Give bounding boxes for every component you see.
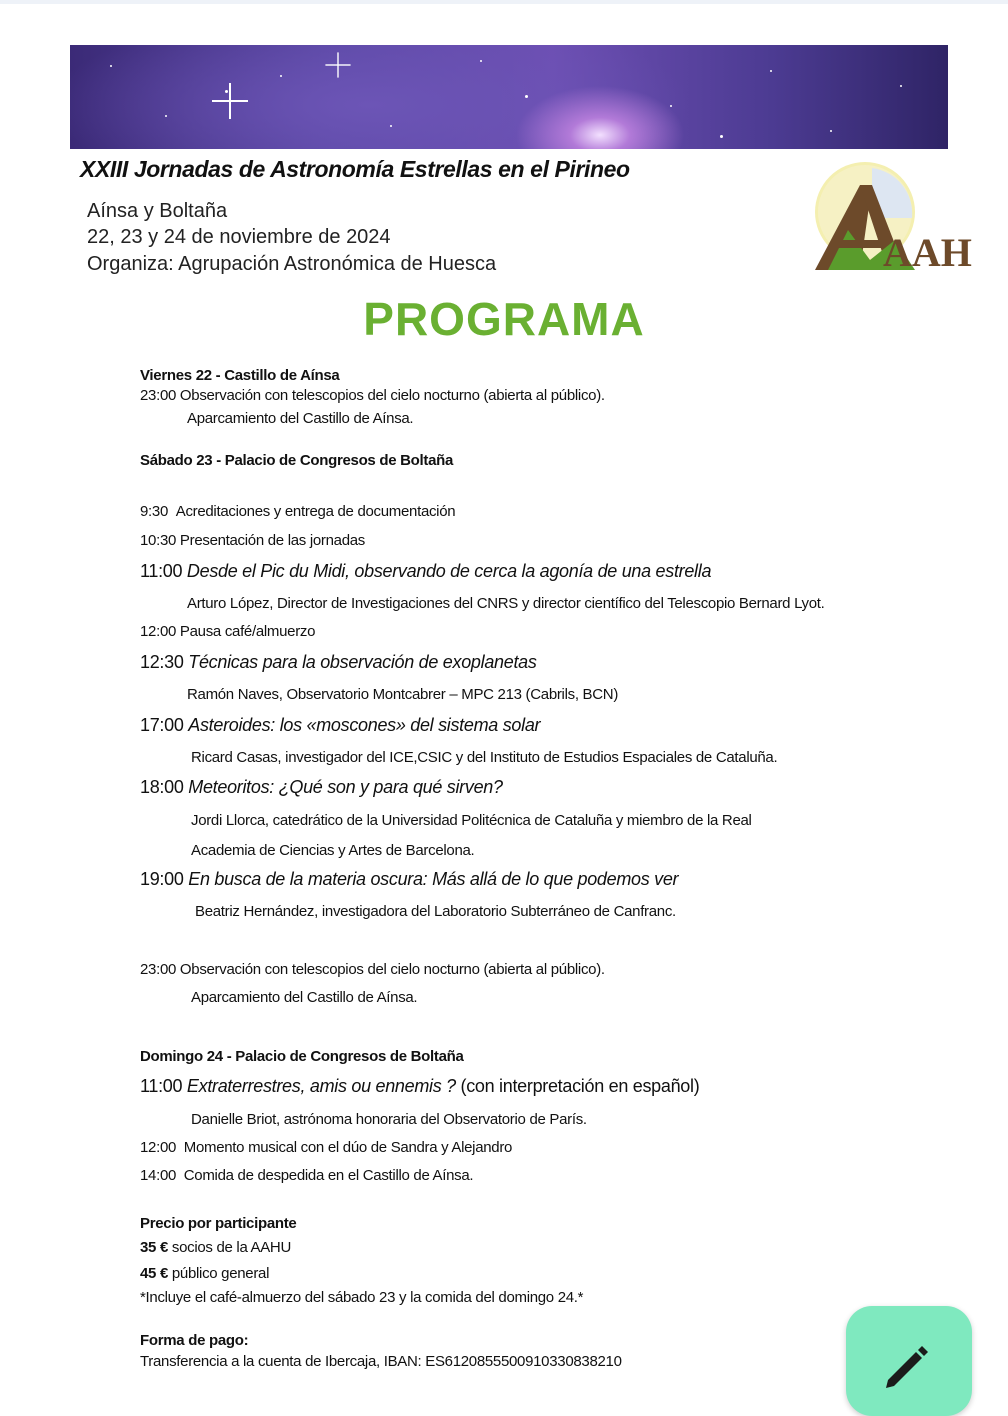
talk-title: Meteoritos: ¿Qué son y para qué sirven?	[188, 777, 503, 797]
talk-time: 11:00	[140, 1076, 183, 1096]
schedule-item: 12:00 Momento musical con el dúo de Sandra y Alejandro	[140, 1139, 513, 1156]
price-label: público general	[171, 1265, 270, 1282]
talk-time: 12:30	[140, 652, 184, 672]
edit-fab-button[interactable]	[846, 1306, 972, 1416]
item-time: 12:00	[140, 623, 177, 640]
pencil-icon	[876, 1334, 936, 1394]
payment-heading: Forma de pago:	[140, 1332, 249, 1349]
item-time: 10:30	[140, 532, 177, 549]
sunday-heading: Domingo 24 - Palacio de Congresos de Boltaña	[140, 1048, 464, 1065]
event-organizer: Organiza: Agrupación Astronómica de Huesca	[87, 253, 497, 275]
schedule-item	[140, 623, 315, 640]
talk-row	[140, 1076, 699, 1097]
bright-star-icon	[212, 83, 248, 119]
talk-title: Extraterrestres, amis ou ennemis ?	[186, 1076, 456, 1096]
top-divider	[0, 0, 1008, 4]
talk-speaker-cont: Academia de Ciencias y Artes de Barcelona.	[191, 842, 475, 859]
talk-speaker: Danielle Briot, astrónoma honoraria del Observatorio de París.	[191, 1111, 587, 1128]
talk-title: Asteroides: los «moscones» del sistema solar	[188, 715, 541, 735]
friday-heading: Viernes 22 - Castillo de Aínsa	[140, 367, 340, 384]
talk-time: 17:00	[140, 715, 184, 735]
friday-parking: Aparcamiento del Castillo de Aínsa.	[187, 410, 414, 427]
talk-note: (con interpretación en español)	[460, 1076, 700, 1096]
logo-text: AAH	[883, 230, 972, 275]
talk-speaker: Arturo López, Director de Investigaciones del CNRS y director científico del Telescopio Bernard Lyot.	[187, 595, 825, 612]
schedule-item	[140, 503, 455, 520]
talk-speaker: Beatriz Hernández, investigadora del Laboratorio Subterráneo de Canfranc.	[195, 903, 676, 920]
price-label: socios de la AAHU	[171, 1239, 292, 1256]
saturday-heading: Sábado 23 - Palacio de Congresos de Boltaña	[140, 452, 454, 469]
price-amount: 45 €	[140, 1265, 168, 1282]
talk-row	[140, 715, 540, 736]
galaxy-banner	[70, 45, 948, 149]
price-members	[140, 1239, 291, 1256]
price-note: *Incluye el café-almuerzo del sábado 23 y la comida del domingo 24.*	[140, 1289, 584, 1306]
talk-speaker: Ricard Casas, investigador del ICE,CSIC y del Instituto de Estudios Espaciales de Cataluña.	[191, 749, 778, 766]
item-text: Pausa café/almuerzo	[179, 623, 316, 640]
payment-details: Transferencia a la cuenta de Ibercaja, IBAN: ES6120855500910330838210	[140, 1353, 622, 1370]
talk-title: Técnicas para la observación de exoplanetas	[188, 652, 537, 672]
aah-logo	[800, 160, 972, 286]
item-time: 9:30	[140, 503, 168, 520]
price-amount: 35 €	[140, 1239, 168, 1256]
talk-time: 18:00	[140, 777, 184, 797]
talk-time: 11:00	[140, 561, 183, 581]
item-text: Presentación de las jornadas	[179, 532, 365, 549]
schedule-item: 14:00 Comida de despedida en el Castillo de Aínsa.	[140, 1167, 474, 1184]
talk-speaker: Jordi Llorca, catedrático de la Universidad Politécnica de Cataluña y miembro de la Real	[191, 812, 752, 829]
talk-time: 19:00	[140, 869, 184, 889]
event-location: Aínsa y Boltaña	[87, 200, 228, 222]
talk-row	[140, 777, 503, 798]
talk-row	[140, 652, 537, 673]
bright-star-icon	[325, 52, 350, 77]
schedule-item	[140, 532, 365, 549]
talk-title: Desde el Pic du Midi, observando de cerca la agonía de una estrella	[186, 561, 712, 581]
event-title: XXIII Jornadas de Astronomía Estrellas en el Pirineo	[80, 156, 630, 182]
talk-speaker: Ramón Naves, Observatorio Montcabrer – MPC 213 (Cabrils, BCN)	[187, 686, 619, 703]
friday-observation: 23:00 Observación con telescopios del cielo nocturno (abierta al público).	[140, 387, 605, 404]
price-public	[140, 1265, 269, 1282]
programa-title: PROGRAMA	[363, 293, 645, 345]
talk-row	[140, 869, 678, 890]
saturday-observation: 23:00 Observación con telescopios del cielo nocturno (abierta al público).	[140, 961, 605, 978]
item-text: Acreditaciones y entrega de documentación	[175, 503, 456, 520]
talk-row	[140, 561, 711, 582]
talk-title: En busca de la materia oscura: Más allá de lo que podemos ver	[188, 869, 679, 889]
price-heading: Precio por participante	[140, 1215, 297, 1232]
event-dates: 22, 23 y 24 de noviembre de 2024	[87, 226, 391, 248]
saturday-parking: Aparcamiento del Castillo de Aínsa.	[191, 989, 418, 1006]
